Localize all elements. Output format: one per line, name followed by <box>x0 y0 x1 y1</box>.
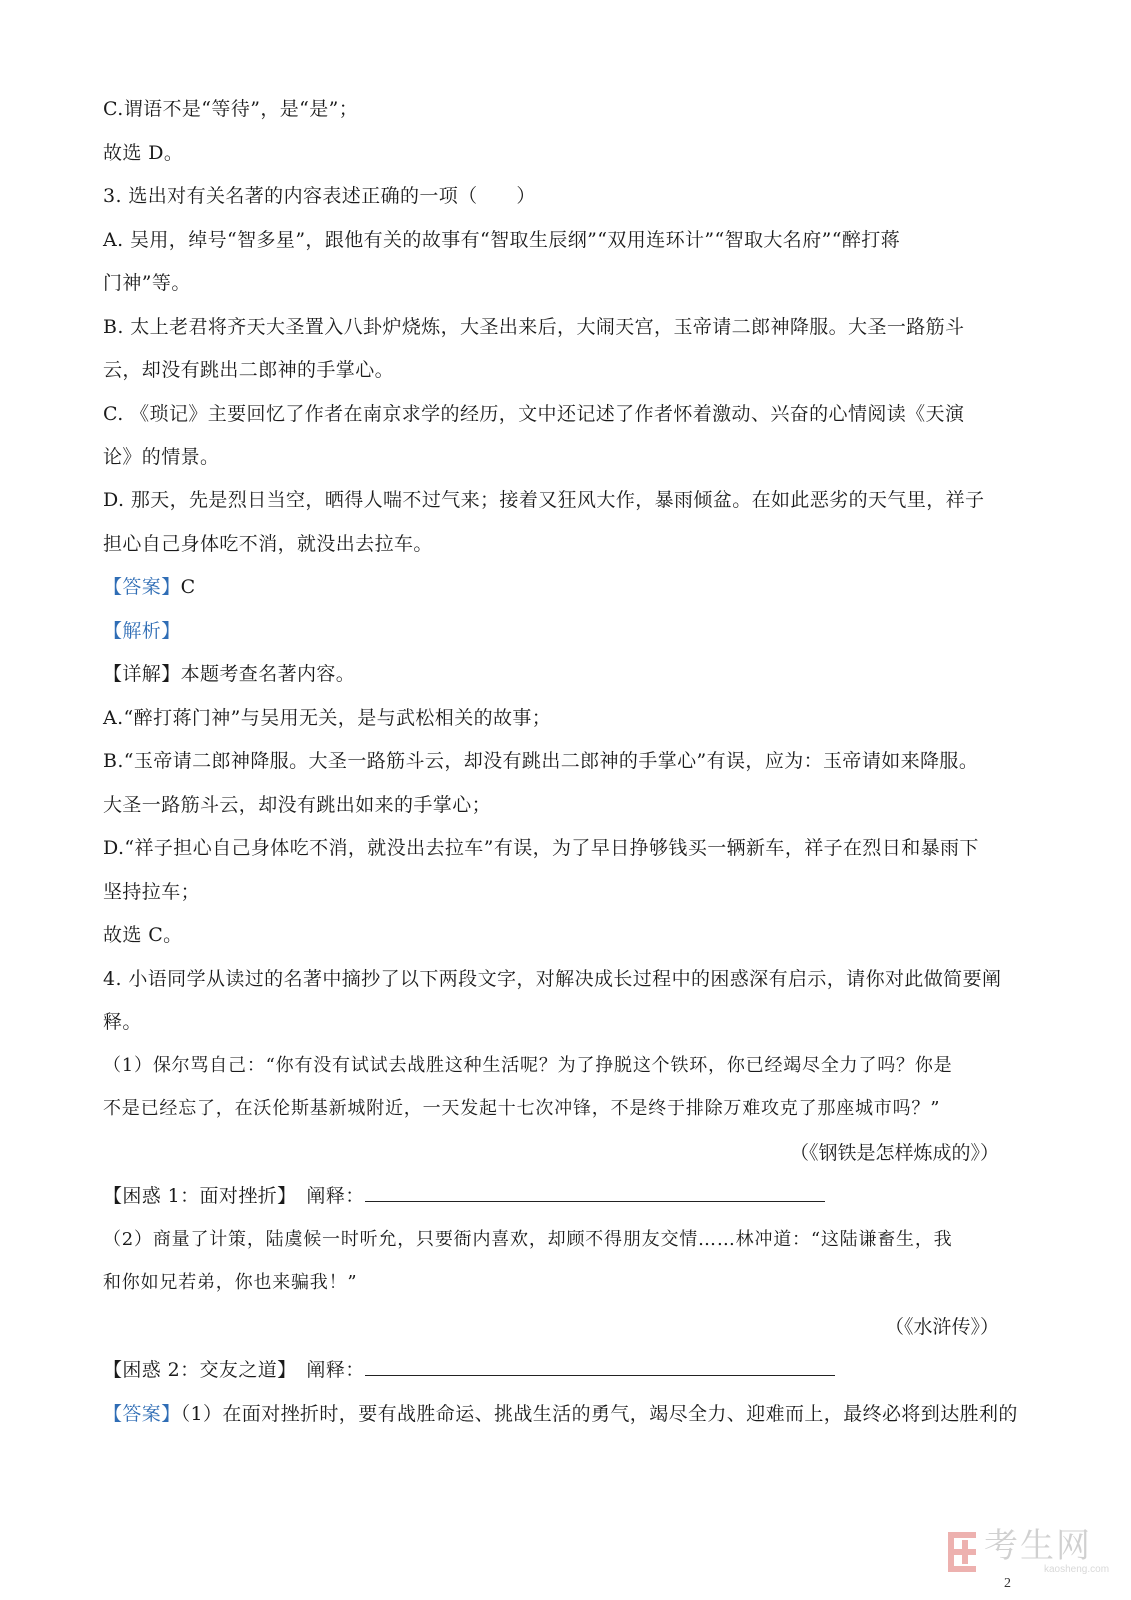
puzzle-2-line <box>103 1357 835 1383</box>
explanation-d: D.“祥子担心自己身体吃不消，就没出去拉车”有误，为了早日挣够钱买一辆新车，祥子在烈日和暴雨下 <box>103 837 979 859</box>
excerpt-2-cont: 和你如兄若弟，你也来骗我！” <box>103 1272 358 1293</box>
analysis-line <box>103 618 181 644</box>
excerpt-1: （1）保尔骂自己：“你有没有试试去战胜这种生活呢？为了挣脱这个铁环，你已经竭尽全力了吗？你是 <box>103 1055 953 1076</box>
text-line: C.谓语不是“等待”，是“是”； <box>103 98 359 120</box>
question-3-stem: 3. 选出对有关名著的内容表述正确的一项（ ） <box>103 185 536 207</box>
watermark-text: 考生网 <box>984 1526 1092 1566</box>
answer-2-text: （1）在面对挫折时，要有战胜命运、挑战生活的勇气，竭尽全力、迎难而上，最终必将到达胜利的 <box>180 1403 1018 1425</box>
watermark <box>948 1528 1109 1576</box>
answer-2-line <box>103 1401 1018 1427</box>
analysis-tag: 【解析】 <box>103 620 181 642</box>
explanation-b-cont: 大圣一路筋斗云，却没有跳出如来的手掌心； <box>103 794 492 816</box>
explanation-d-cont: 坚持拉车； <box>103 881 201 903</box>
option-c: C. 《琐记》主要回忆了作者在南京求学的经历，文中还记述了作者怀着激动、兴奋的心情阅读《天演 <box>103 403 965 425</box>
question-4-stem: 4. 小语同学从读过的名著中摘抄了以下两段文字，对解决成长过程中的困惑深有启示，请你对此做简要阐 <box>103 968 1002 990</box>
answer-value: C <box>180 576 196 598</box>
page-number: 2 <box>1004 1576 1011 1591</box>
answer-blank-1 <box>365 1183 825 1202</box>
option-b: B. 太上老君将齐天大圣置入八卦炉烧炼，大圣出来后，大闹天宫，玉帝请二郎神降服。大圣一路筋斗 <box>103 316 965 338</box>
answer-blank-2 <box>365 1357 835 1376</box>
question-4-stem-cont: 释。 <box>103 1011 142 1033</box>
answer-2-tag: 【答案】 <box>103 1403 181 1425</box>
option-c-cont: 论》的情景。 <box>103 446 220 468</box>
option-a-cont: 门神”等。 <box>103 272 191 294</box>
option-d: D. 那天，先是烈日当空，晒得人喘不过气来；接着又狂风大作，暴雨倾盆。在如此恶劣的天气里，祥子 <box>103 489 985 511</box>
watermark-url: kaosheng.com <box>1044 1564 1110 1575</box>
excerpt-1-cont: 不是已经忘了，在沃伦斯基新城附近，一天发起十七次冲锋，不是终于排除万难攻克了那座城市吗？” <box>103 1098 941 1119</box>
excerpt-2-source: （《水浒传》） <box>884 1316 999 1338</box>
text-line: 故选 C。 <box>103 924 183 946</box>
explanation-heading: 【详解】本题考查名著内容。 <box>103 663 356 685</box>
puzzle-2-label: 【困惑 2：交友之道】 阐释： <box>103 1359 365 1381</box>
excerpt-1-source: （《钢铁是怎样炼成的》） <box>789 1142 999 1164</box>
puzzle-1-label: 【困惑 1：面对挫折】 阐释： <box>103 1185 365 1207</box>
answer-line <box>103 574 196 600</box>
explanation-b: B.“玉帝请二郎神降服。大圣一路筋斗云，却没有跳出二郎神的手掌心”有误，应为：玉帝请如来降服。 <box>103 750 979 772</box>
answer-tag: 【答案】 <box>103 576 181 598</box>
option-b-cont: 云，却没有跳出二郎神的手掌心。 <box>103 359 395 381</box>
option-d-cont: 担心自己身体吃不消，就没出去拉车。 <box>103 533 433 555</box>
kaosheng-logo-icon <box>948 1532 976 1572</box>
excerpt-2: （2）商量了计策，陆虞候一时听允，只要衙内喜欢，却顾不得朋友交情……林冲道：“这陆谦畜生，我 <box>103 1229 953 1250</box>
text-line: 故选 D。 <box>103 142 184 164</box>
puzzle-1-line <box>103 1183 825 1209</box>
explanation-a: A.“醉打蒋门神”与吴用无关，是与武松相关的故事； <box>103 707 552 729</box>
option-a: A. 吴用，绰号“智多星”，跟他有关的故事有“智取生辰纲”“双用连环计”“智取大名府”“醉打蒋 <box>103 229 901 251</box>
